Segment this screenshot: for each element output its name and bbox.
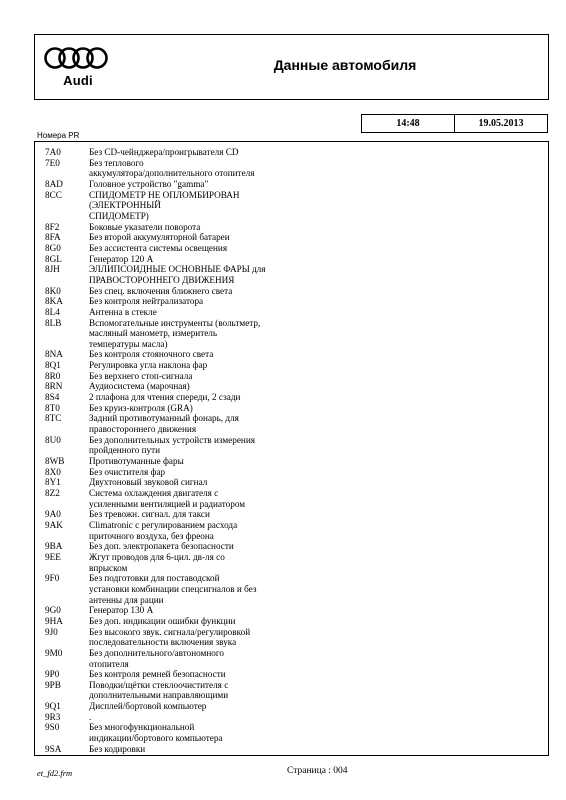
list-item (35, 701, 548, 712)
list-item (35, 275, 548, 286)
pr-description: Без многофункциональной (89, 722, 195, 733)
section-label: Номера PR (37, 131, 80, 140)
pr-code (35, 424, 89, 435)
datetime-box (361, 114, 548, 133)
pr-description: . (89, 711, 92, 722)
brand-name: Audi (63, 73, 93, 88)
pr-code: 8LB (45, 317, 62, 328)
pr-code (35, 211, 89, 222)
pr-code: 8KA (45, 296, 63, 307)
pr-code (35, 499, 89, 510)
header-box (34, 34, 549, 100)
pr-description: усиленными вентиляцией и радиатором (89, 498, 246, 509)
pr-code: 9AK (45, 519, 63, 530)
pr-code: 8CC (45, 189, 62, 200)
pr-code (35, 637, 89, 648)
pr-code: 8GL (45, 253, 62, 264)
pr-description: Генератор 130 А (89, 605, 154, 616)
list-item (35, 307, 548, 318)
list-item (35, 477, 548, 488)
pr-description: дополнительными направляющими (89, 690, 229, 701)
pr-code: 9SA (45, 743, 62, 754)
list-item (35, 563, 548, 574)
list-item (35, 659, 548, 670)
list-item (35, 286, 548, 297)
list-item (35, 232, 548, 243)
pr-code: 8Q1 (45, 360, 61, 371)
list-item (35, 296, 548, 307)
pr-description: аккумулятора/дополнительного отопителя (89, 168, 255, 179)
list-item (35, 744, 548, 755)
pr-description: антенны для рации (89, 594, 164, 605)
pr-description: Генератор 120 А (89, 253, 154, 264)
list-item (35, 520, 548, 531)
pr-description: Без CD-чейнджера/проигрывателя CD (89, 147, 239, 157)
page-indicator (287, 766, 348, 776)
list-item (35, 211, 548, 222)
pr-description: СПИДОМЕТР НЕ ОПЛОМБИРОВАН (ЭЛЕКТРОННЫЙ (89, 189, 240, 211)
pr-code (35, 595, 89, 606)
list-item (35, 552, 548, 563)
list-item (35, 349, 548, 360)
list-item (35, 637, 548, 648)
page-number: : 004 (328, 766, 348, 776)
list-item (35, 243, 548, 254)
list-item (35, 264, 548, 275)
pr-description: Противотуманные фары (89, 456, 184, 467)
pr-code (35, 339, 89, 350)
pr-code: 9M0 (45, 647, 63, 658)
pr-code: 9J0 (45, 626, 58, 637)
list-item (35, 509, 548, 520)
date-value: 19.05.2013 (454, 115, 547, 132)
list-item (35, 531, 548, 542)
pr-description: Задний противотуманный фонарь, для (89, 413, 239, 424)
list-item (35, 424, 548, 435)
list-item (35, 584, 548, 595)
pr-description: Без доп. электропакета безопасности (89, 541, 234, 552)
list-item (35, 541, 548, 552)
pr-description: индикации/бортового компьютера (89, 733, 223, 744)
list-item (35, 595, 548, 606)
pr-description: Без тревожн. сигнал. для такси (89, 509, 210, 520)
list-item (35, 328, 548, 339)
list-item (35, 371, 548, 382)
pr-code: 8R0 (45, 370, 61, 381)
pr-code: 8T0 (45, 402, 60, 413)
page-title: Данные автомобиля (273, 57, 417, 73)
pr-description: Без очистителя фар (89, 466, 166, 477)
list-item (35, 339, 548, 350)
list-item (35, 616, 548, 627)
pr-code-list (34, 141, 549, 756)
pr-description: Дисплей/бортовой компьютер (89, 701, 207, 712)
pr-description: Без дополнительных устройств измерения (89, 434, 255, 445)
pr-description: Без высокого звук. сигнала/регулировкой (89, 626, 251, 637)
pr-code: 9Q1 (45, 701, 61, 712)
pr-description: Без круиз-контроля (GRA) (89, 402, 193, 413)
list-item (35, 573, 548, 584)
pr-code: 8F2 (45, 221, 60, 232)
time-value: 14:48 (396, 118, 420, 129)
pr-code (35, 328, 89, 339)
pr-code: 9F0 (45, 573, 60, 584)
pr-code: 8L4 (45, 306, 60, 317)
list-item (35, 733, 548, 744)
page-label: Страница (287, 766, 326, 776)
list-item (35, 318, 548, 329)
list-item (35, 499, 548, 510)
pr-code: 9HA (45, 615, 63, 626)
list-item (35, 381, 548, 392)
pr-description: ЭЛЛИПСОИДНЫЕ ОСНОВНЫЕ ФАРЫ для (89, 264, 266, 275)
pr-description: ПРАВОСТОРОННЕГО ДВИЖЕНИЯ (89, 274, 235, 285)
pr-description: Без доп. индикации ошибки функции (89, 615, 236, 626)
pr-description: Climatronic с регулированием расхода (89, 519, 238, 530)
pr-code (35, 733, 89, 744)
pr-code (35, 275, 89, 286)
list-item (35, 605, 548, 616)
list-item (35, 403, 548, 414)
pr-code (35, 445, 89, 456)
pr-code (35, 563, 89, 574)
list-item (35, 190, 548, 211)
list-item (35, 712, 548, 723)
pr-description: впрыском (89, 562, 128, 573)
pr-description: отопителя (89, 658, 129, 669)
list-item (35, 488, 548, 499)
pr-description: масляный манометр, измеритель (89, 328, 218, 339)
form-id: et_fd2.frm (37, 768, 73, 778)
pr-code: 9R3 (45, 711, 61, 722)
pr-description: приточного воздуха, без фреона (89, 530, 214, 541)
list-item (35, 680, 548, 691)
pr-code: 9S0 (45, 722, 60, 733)
pr-code: 9G0 (45, 605, 61, 616)
list-item (35, 413, 548, 424)
pr-code: 9PB (45, 679, 61, 690)
list-item (35, 669, 548, 680)
pr-description: Без дополнительного/автономного (89, 647, 224, 658)
pr-code: 9BA (45, 541, 63, 552)
pr-description: Без контроля ремней безопасности (89, 669, 226, 680)
pr-code: 8TC (45, 413, 62, 424)
list-item (35, 435, 548, 446)
pr-code (35, 659, 89, 670)
pr-description: Регулировка угла наклона фар (89, 360, 208, 371)
pr-description: Без спец. включения ближнего света (89, 285, 233, 296)
pr-description: Без контроля нейтрализатора (89, 296, 204, 307)
pr-description: Поводки/щётки стеклоочистителя с (89, 679, 229, 690)
pr-code: 9A0 (45, 509, 61, 520)
pr-code: 7A0 (45, 147, 61, 157)
pr-description: Система охлаждения двигателя с (89, 488, 219, 498)
pr-description: Без верхнего стоп-сигнала (89, 370, 193, 381)
list-item (35, 467, 548, 478)
pr-description: Без подготовки для поставодской (89, 573, 220, 584)
pr-code (35, 584, 89, 595)
list-item (35, 360, 548, 371)
pr-description: Без контроля стояночного света (89, 349, 214, 360)
pr-description: Жгут проводов для 6-цил. дв-ля со (89, 551, 225, 562)
pr-code: 8G0 (45, 242, 61, 253)
pr-description: последовательности включения звука (89, 637, 237, 648)
pr-code: 8Z2 (45, 488, 60, 498)
pr-code: 8Y1 (45, 477, 61, 488)
pr-code: 8RN (45, 381, 63, 392)
pr-description: Без кодировки (89, 743, 146, 754)
pr-code (35, 531, 89, 542)
pr-code: 8WB (45, 456, 65, 467)
pr-description: Вспомогательные инструменты (вольтметр, (89, 317, 261, 328)
list-item (35, 456, 548, 467)
pr-description: Без ассистента системы освещения (89, 242, 228, 253)
pr-description: установки комбинации спецсигналов и без (89, 583, 257, 594)
pr-code (35, 168, 89, 179)
pr-code (35, 690, 89, 701)
pr-description: Боковые указатели поворота (89, 221, 201, 232)
pr-code: 8AD (45, 178, 63, 189)
pr-code: 8U0 (45, 434, 61, 445)
list-item (35, 254, 548, 265)
list-item (35, 392, 548, 403)
pr-code: 8FA (45, 232, 61, 243)
pr-description: Головное устройство "gamma" (89, 178, 209, 189)
pr-description: пройденного пути (89, 445, 161, 456)
list-item (35, 222, 548, 233)
pr-description: Без второй аккумуляторной батареи (89, 232, 230, 243)
pr-code: 8X0 (45, 466, 61, 477)
list-item (35, 445, 548, 456)
pr-code: 7E0 (45, 157, 60, 168)
pr-description: 2 плафона для чтения спереди, 2 сзади (89, 392, 241, 403)
pr-description: Антенна в стекле (89, 306, 157, 317)
list-item (35, 179, 548, 190)
list-item (35, 690, 548, 701)
list-item (35, 648, 548, 659)
pr-code: 8S4 (45, 392, 60, 403)
pr-description: Без теплового (89, 157, 144, 168)
pr-code: 8K0 (45, 285, 61, 296)
pr-description: Аудиосистема (марочная) (89, 381, 190, 392)
pr-code: 8JH (45, 264, 60, 275)
pr-code: 9P0 (45, 669, 60, 680)
list-item (35, 627, 548, 638)
pr-description: СПИДОМЕТР) (89, 210, 149, 221)
list-item (35, 158, 548, 169)
pr-code: 8NA (45, 349, 63, 360)
pr-description: правостороннего движения (89, 424, 197, 435)
list-item (35, 722, 548, 733)
list-item (35, 147, 548, 158)
pr-description: Двухтоновый звуковой сигнал (89, 477, 208, 488)
pr-code: 9EE (45, 551, 61, 562)
list-item (35, 168, 548, 179)
pr-description: температуры масла) (89, 338, 168, 349)
audi-rings-icon (43, 43, 109, 73)
